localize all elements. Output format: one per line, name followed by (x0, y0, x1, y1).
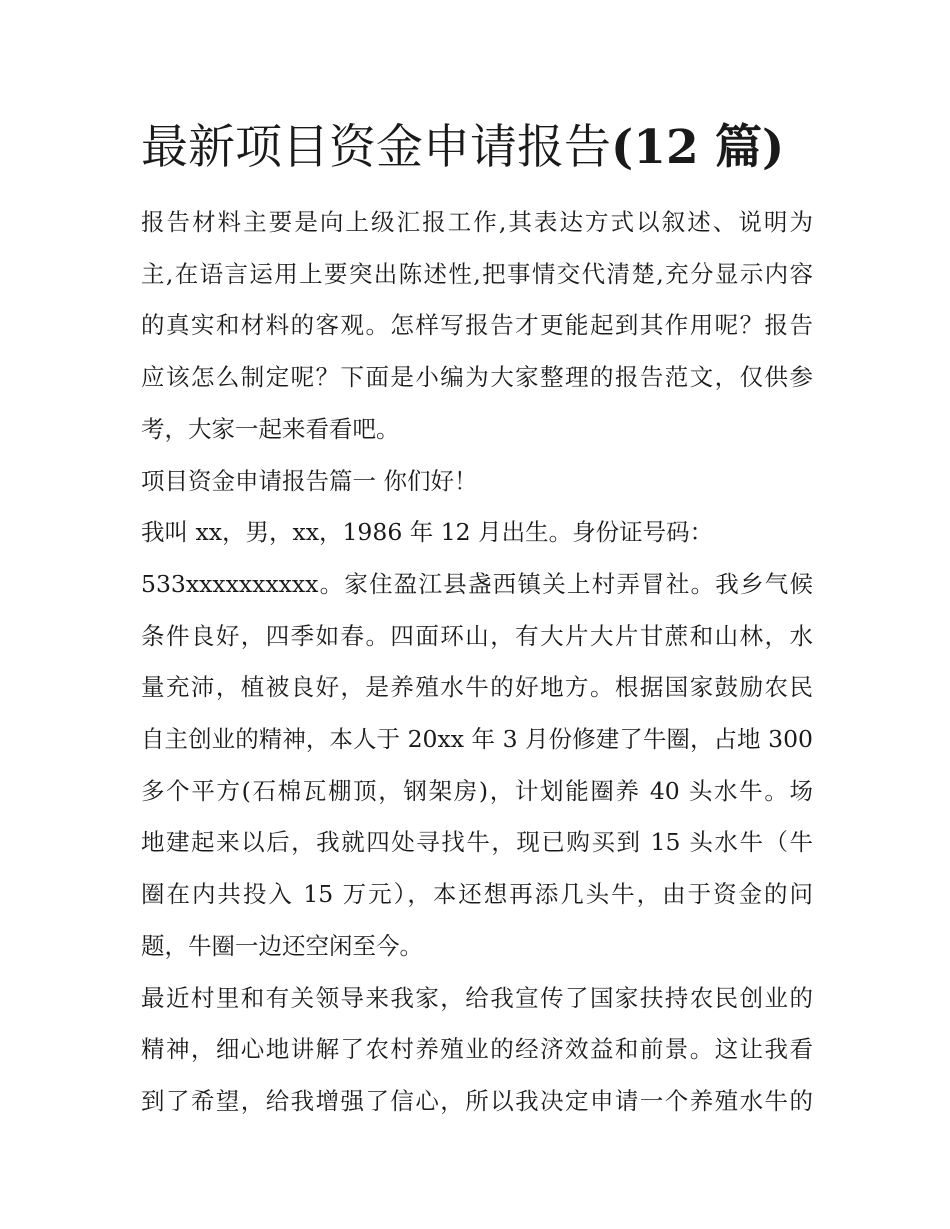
text-line: 主,在语言运用上要突出陈述性,把事情交代清楚,充分显示内容 (141, 259, 813, 288)
section-heading-paragraph (141, 456, 813, 508)
text-line: 的真实和材料的客观。怎样写报告才更能起到其作用呢？报告 (141, 311, 813, 340)
title-suffix: (12 篇) (611, 120, 785, 175)
intro-paragraph (141, 197, 813, 456)
document-body (141, 197, 813, 1128)
text-line: 圈在内共投入 15 万元），本还想再添几头牛，由于资金的问 (141, 880, 813, 909)
text-line: 条件良好，四季如春。四面环山，有大片大片甘蔗和山林，水 (141, 621, 813, 650)
text-line: 报告材料主要是向上级汇报工作,其表达方式以叙述、说明为 (141, 208, 813, 236)
text-line: 533xxxxxxxxxx。家住盈江县盏西镇关上村弄冒社。我乡气候 (141, 569, 813, 598)
text-line: 自主创业的精神，本人于 20xx 年 3 月份修建了牛圈，占地 300 (141, 725, 813, 754)
text-line: 题，牛圈一边还空闲至今。 (141, 931, 423, 960)
title-main: 最新项目资金申请报告 (141, 120, 611, 175)
text-line: 考，大家一起来看看吧。 (141, 414, 400, 443)
text-line: 最近村里和有关领导来我家，给我宣传了国家扶持农民创业的 (141, 983, 813, 1012)
text-line: 项目资金申请报告篇一 你们好！ (141, 466, 478, 495)
text-line: 量充沛，植被良好，是养殖水牛的好地方。根据国家鼓励农民 (141, 673, 813, 702)
document-title (141, 112, 821, 184)
applicant-paragraph (141, 507, 813, 972)
text-line: 应该怎么制定呢？下面是小编为大家整理的报告范文，仅供参 (141, 363, 813, 392)
text-line: 地建起来以后，我就四处寻找牛，现已购买到 15 头水牛（牛 (141, 828, 813, 857)
text-line: 我叫 xx，男，xx，1986 年 12 月出生。身份证号码： (141, 518, 714, 547)
text-line: 多个平方(石棉瓦棚顶，钢架房)，计划能圈养 40 头水牛。场 (141, 776, 813, 805)
decision-paragraph (141, 973, 813, 1128)
text-line: 到了希望，给我增强了信心，所以我决定申请一个养殖水牛的 (141, 1086, 813, 1115)
text-line: 精神，细心地讲解了农村养殖业的经济效益和前景。这让我看 (141, 1035, 813, 1064)
